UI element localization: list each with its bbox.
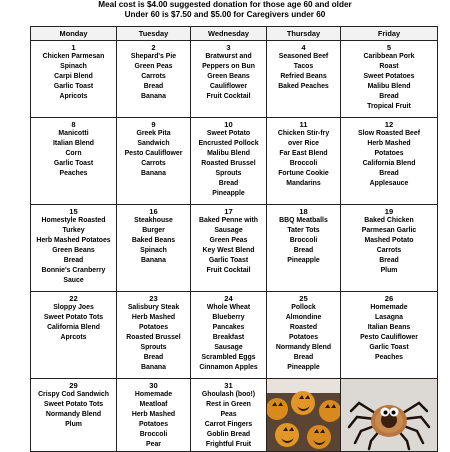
menu-item: Roast	[379, 63, 399, 70]
menu-item: Potatoes	[138, 324, 169, 331]
menu-item: Peaches	[59, 170, 88, 177]
menu-header	[0, 0, 450, 26]
day-number: 24	[224, 294, 233, 303]
menu-item: Normandy Blend	[45, 411, 102, 418]
day-number: 4	[301, 43, 306, 52]
day-number: 1	[71, 43, 76, 52]
day-cell	[341, 205, 438, 292]
day-cell	[117, 379, 191, 452]
day-cell	[191, 41, 267, 118]
menu-item: Banana	[141, 170, 166, 177]
menu-item: Carrots	[376, 247, 402, 254]
day-header-friday: Friday	[341, 27, 438, 41]
menu-item: Burger	[142, 227, 165, 234]
menu-item: Tropical Fruit	[367, 103, 411, 110]
menu-item: Fruit Cocktail	[206, 267, 251, 274]
menu-item: Tacos	[293, 63, 314, 70]
day-number: 16	[149, 207, 158, 216]
day-cell	[191, 379, 267, 452]
day-header-wednesday: Wednesday	[191, 27, 267, 41]
menu-item: Sweet Potato Tots	[43, 401, 104, 408]
menu-item: Bread	[293, 247, 314, 254]
day-number: 31	[224, 381, 233, 390]
menu-item: Italian Blend	[53, 140, 94, 147]
menu-item: Sloppy Joes	[53, 304, 94, 311]
menu-item: Baked Penne with	[199, 217, 258, 224]
day-cell	[31, 118, 117, 205]
day-cell	[341, 118, 438, 205]
menu-item: Peaches	[375, 354, 403, 361]
menu-item: Steakhouse	[134, 217, 173, 224]
day-cell	[117, 118, 191, 205]
menu-item: Bread	[379, 93, 399, 100]
menu-item: Roasted Brussel	[201, 160, 256, 167]
menu-item: Herb Mashed	[131, 314, 176, 321]
menu-item: Pollock	[291, 304, 316, 311]
menu-item: Chicken Parmesan	[42, 53, 105, 60]
menu-item: Herb Mashed Potatoes	[36, 237, 111, 244]
day-cell	[191, 118, 267, 205]
menu-item: Homemade	[370, 304, 408, 311]
day-cell	[341, 292, 438, 379]
menu-item: Refried Beans	[280, 73, 327, 80]
menu-item: Roasted	[289, 324, 318, 331]
menu-item: Far East Blend	[279, 150, 328, 157]
menu-item: Pineapple	[287, 257, 320, 264]
menu-item: Italian Beans	[367, 324, 411, 331]
day-cell	[267, 205, 341, 292]
day-cell	[31, 41, 117, 118]
menu-item: Malibu Blend	[207, 150, 250, 157]
menu-item: Baked Chicken	[364, 217, 414, 224]
menu-item: Applesauce	[369, 180, 409, 187]
menu-item: Sprouts	[140, 344, 167, 351]
spider-cookie-photo	[341, 379, 437, 451]
menu-item: Whole Wheat	[206, 304, 251, 311]
day-header-thursday: Thursday	[267, 27, 341, 41]
day-cell	[31, 292, 117, 379]
day-number: 19	[384, 207, 394, 216]
menu-item: Homestyle Roasted	[41, 217, 106, 224]
day-cell	[117, 41, 191, 118]
menu-item: Green Peas	[134, 63, 173, 70]
jack-o-lantern-cookies-photo	[267, 379, 340, 451]
menu-item: Garlic Toast	[208, 257, 249, 264]
menu-item: Pesto Cauliflower	[124, 150, 183, 157]
menu-item: Seasoned Beef	[278, 53, 329, 60]
menu-item: Broccoli	[289, 237, 318, 244]
week-row-1	[31, 41, 438, 118]
day-number: 23	[149, 294, 158, 303]
menu-item: Garlic Toast	[369, 344, 409, 351]
menu-item: Pesto Cauliflower	[360, 334, 418, 341]
day-number: 8	[71, 120, 76, 129]
menu-item: Fortune Cookie	[278, 170, 329, 177]
menu-item: Sweet Potato Tots	[43, 314, 104, 321]
menu-item: Carpi Blend	[54, 73, 93, 80]
week-row-5	[31, 379, 438, 452]
menu-item: Pineapple	[287, 364, 320, 371]
under-60-cost-line: Under 60 is $7.50 and $5.00 for Caregivers under 60	[124, 10, 326, 19]
menu-item: Sandwich	[137, 140, 170, 147]
menu-item: Pancakes	[212, 324, 245, 331]
weekday-header-row	[31, 27, 438, 41]
menu-item: Normandy Blend	[275, 344, 332, 351]
day-cell	[31, 379, 117, 452]
menu-item: Homemade	[134, 391, 173, 398]
menu-item: Encrusted Pollock	[198, 140, 259, 147]
menu-item: Green Beans	[52, 247, 95, 254]
day-number: 11	[299, 120, 308, 129]
menu-item: Pineapple	[212, 190, 245, 197]
menu-item: Garlic Toast	[53, 160, 94, 167]
menu-item: Breakfast	[212, 334, 245, 341]
day-header-monday: Monday	[31, 27, 117, 41]
menu-item: Bonnie's Cranberry	[41, 267, 106, 274]
menu-item: Bread	[143, 83, 164, 90]
day-cell	[191, 292, 267, 379]
menu-item: Scrambled Eggs	[201, 354, 256, 361]
menu-item: Green Peas	[209, 237, 248, 244]
menu-item: Baked Peaches	[278, 83, 329, 90]
menu-item: Potatoes	[138, 421, 169, 428]
day-number: 15	[69, 207, 78, 216]
menu-item: Spinach	[140, 247, 167, 254]
menu-item: Banana	[141, 364, 166, 371]
menu-item: Bread	[63, 257, 84, 264]
menu-item: Bratwurst and	[205, 53, 252, 60]
menu-item: Almondine	[285, 314, 322, 321]
pumpkin-cookies-image	[267, 379, 340, 451]
menu-item: Cauliflower	[209, 83, 248, 90]
menu-item: Sweet Potato	[206, 130, 251, 137]
day-number: 12	[384, 120, 394, 129]
day-number: 9	[151, 120, 156, 129]
day-number: 22	[69, 294, 78, 303]
day-number: 2	[151, 43, 156, 52]
menu-item: Herb Mashed	[367, 140, 411, 147]
menu-item: Parmesan Garlic	[361, 227, 417, 234]
menu-item: Blueberry	[212, 314, 245, 321]
day-number: 3	[226, 43, 231, 52]
menu-item: Carrot Fingers	[204, 421, 253, 428]
menu-item: Fruit Cocktail	[206, 93, 251, 100]
menu-item: Aprcots	[60, 334, 87, 341]
menu-item: Banana	[141, 257, 166, 264]
meal-cost-line: Meal cost is $4.00 suggested donation for those age 60 and older	[98, 0, 352, 9]
menu-item: Plum	[65, 421, 82, 428]
menu-item: Peppers on Bun	[202, 63, 255, 70]
menu-item: Roasted Brussel	[126, 334, 181, 341]
menu-item: Mashed Potato	[364, 237, 414, 244]
menu-item: Plum	[380, 267, 398, 274]
menu-item: BBQ Meatballs	[279, 217, 328, 224]
menu-item: Chicken Stir-fry	[277, 130, 330, 137]
menu-item: Caribbean Pork	[363, 53, 415, 60]
menu-item: Lasagna	[375, 314, 403, 321]
menu-item: Peas	[220, 411, 237, 418]
menu-item: California Blend	[47, 324, 100, 331]
day-cell	[117, 205, 191, 292]
menu-item: Broccoli	[289, 160, 318, 167]
menu-item: Turkey	[62, 227, 85, 234]
halloween-spider-photo-cell	[341, 379, 438, 452]
menu-item: Sauce	[63, 277, 84, 284]
menu-item: Cinnamon Apples	[199, 364, 258, 371]
day-number: 5	[386, 43, 392, 52]
day-number: 18	[299, 207, 308, 216]
day-number: 17	[224, 207, 233, 216]
day-number: 30	[149, 381, 158, 390]
menu-item: Goblin Bread	[206, 431, 251, 438]
menu-item: Bread	[379, 170, 399, 177]
menu-item: Ghoulash (boo!)	[201, 391, 256, 398]
menu-item: Rest in Green	[206, 401, 251, 408]
day-number: 26	[384, 294, 394, 303]
menu-item: Tater Tots	[287, 227, 320, 234]
day-header-tuesday: Tuesday	[117, 27, 191, 41]
menu-item: Sprouts	[215, 170, 242, 177]
menu-item: Mandarins	[286, 180, 321, 187]
menu-item: Bread	[143, 354, 164, 361]
day-cell	[267, 292, 341, 379]
menu-item: Corn	[65, 150, 82, 157]
day-cell	[117, 292, 191, 379]
day-number: 25	[299, 294, 308, 303]
menu-item: Sweet Potatoes	[363, 73, 415, 80]
day-cell	[191, 205, 267, 292]
day-cell	[267, 118, 341, 205]
menu-item: Greek Pita	[136, 130, 171, 137]
menu-item: Broccoli	[139, 431, 168, 438]
menu-item: Malibu Blend	[367, 83, 411, 90]
menu-item: Pear	[146, 441, 161, 448]
day-number: 10	[224, 120, 233, 129]
day-cell	[31, 205, 117, 292]
menu-item: Banana	[141, 93, 166, 100]
day-cell	[267, 41, 341, 118]
week-row-3	[31, 205, 438, 292]
menu-item: Bread	[293, 354, 314, 361]
menu-item: Bread	[218, 180, 239, 187]
menu-item: Frightful Fruit	[205, 441, 252, 448]
menu-item: Shepard's Pie	[130, 53, 177, 60]
menu-item: Garlic Toast	[53, 83, 94, 90]
menu-item: Baked Beans	[131, 237, 176, 244]
menu-item: Sausage	[214, 344, 243, 351]
menu-item: Carrots	[141, 160, 166, 167]
week-row-2	[31, 118, 438, 205]
menu-item: Salisbury Steak	[127, 304, 180, 311]
halloween-cookies-photo-cell	[267, 379, 341, 452]
menu-item: Apricots	[59, 93, 88, 100]
menu-calendar	[30, 26, 438, 452]
menu-item: Green Beans	[207, 73, 250, 80]
menu-item: Slow Roasted Beef	[357, 130, 421, 137]
menu-item: Crispy Cod Sandwich	[38, 391, 109, 398]
menu-item: over Rice	[287, 140, 320, 147]
day-number: 29	[69, 381, 78, 390]
menu-item: Potatoes	[374, 150, 404, 157]
menu-item: Manicotti	[58, 130, 89, 137]
menu-item: Spinach	[60, 63, 87, 70]
day-cell	[341, 41, 438, 118]
spider-cookie-image	[341, 379, 437, 451]
menu-item: California Blend	[362, 160, 416, 167]
menu-item: Key West Blend	[202, 247, 255, 254]
week-row-4	[31, 292, 438, 379]
menu-item: Bread	[379, 257, 399, 264]
menu-item: Potatoes	[288, 334, 319, 341]
menu-item: Herb Mashed	[131, 411, 176, 418]
menu-item: Carrots	[141, 73, 166, 80]
menu-item: Meatloaf	[139, 401, 168, 408]
menu-item: Sausage	[214, 227, 243, 234]
